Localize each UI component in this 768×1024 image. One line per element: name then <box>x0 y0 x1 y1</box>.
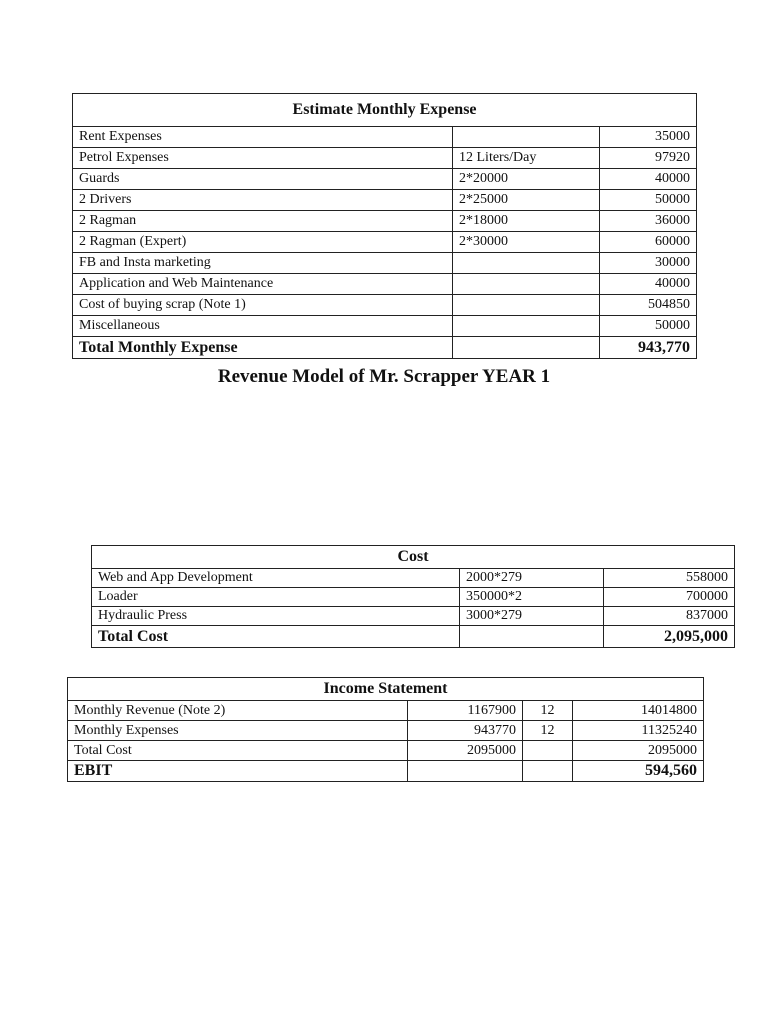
row-detail: 2*18000 <box>453 211 600 232</box>
cost-table <box>91 545 735 648</box>
row-detail <box>453 274 600 295</box>
row-amount: 50000 <box>600 316 697 337</box>
table-row <box>68 701 704 721</box>
total-row <box>73 337 697 359</box>
table-row <box>73 295 697 316</box>
row-label: Loader <box>92 588 460 607</box>
row-months: 12 <box>523 701 573 721</box>
row-amount: 504850 <box>600 295 697 316</box>
income-table-title: Income Statement <box>68 678 704 701</box>
total-value: 2,095,000 <box>604 626 735 648</box>
row-detail: 2*25000 <box>453 190 600 211</box>
expense-table-title: Estimate Monthly Expense <box>73 94 697 127</box>
row-amount: 97920 <box>600 148 697 169</box>
total-value: 594,560 <box>573 761 704 782</box>
row-label: Monthly Expenses <box>68 721 408 741</box>
row-detail <box>453 127 600 148</box>
row-total: 14014800 <box>573 701 704 721</box>
row-label: Hydraulic Press <box>92 607 460 626</box>
estimate-monthly-expense-table <box>72 93 697 359</box>
row-detail: 3000*279 <box>460 607 604 626</box>
total-label: Total Monthly Expense <box>73 337 453 359</box>
row-detail <box>453 295 600 316</box>
table-row <box>73 148 697 169</box>
row-amount: 50000 <box>600 190 697 211</box>
total-row <box>92 626 735 648</box>
row-amount: 30000 <box>600 253 697 274</box>
row-amount: 35000 <box>600 127 697 148</box>
row-detail: 2*30000 <box>453 232 600 253</box>
row-label: Petrol Expenses <box>73 148 453 169</box>
row-label: Application and Web Maintenance <box>73 274 453 295</box>
row-label: FB and Insta marketing <box>73 253 453 274</box>
row-label: Monthly Revenue (Note 2) <box>68 701 408 721</box>
table-row <box>73 190 697 211</box>
row-amount: 700000 <box>604 588 735 607</box>
row-label: Rent Expenses <box>73 127 453 148</box>
table-row <box>73 211 697 232</box>
table-row <box>92 569 735 588</box>
row-label: Cost of buying scrap (Note 1) <box>73 295 453 316</box>
table-row <box>73 316 697 337</box>
table-row <box>73 232 697 253</box>
row-amount: 558000 <box>604 569 735 588</box>
total-value: 943,770 <box>600 337 697 359</box>
row-amount: 837000 <box>604 607 735 626</box>
table-row <box>73 127 697 148</box>
row-value: 1167900 <box>408 701 523 721</box>
table-row <box>73 169 697 190</box>
row-amount: 40000 <box>600 169 697 190</box>
row-label: Miscellaneous <box>73 316 453 337</box>
cost-table-title: Cost <box>92 546 735 569</box>
total-row <box>68 761 704 782</box>
row-months: 12 <box>523 721 573 741</box>
row-label: Total Cost <box>68 741 408 761</box>
row-amount: 36000 <box>600 211 697 232</box>
table-row <box>68 721 704 741</box>
row-label: Guards <box>73 169 453 190</box>
row-total: 2095000 <box>573 741 704 761</box>
total-label: Total Cost <box>92 626 460 648</box>
row-detail: 12 Liters/Day <box>453 148 600 169</box>
table-row <box>92 588 735 607</box>
row-detail: 2*20000 <box>453 169 600 190</box>
revenue-model-title: Revenue Model of Mr. Scrapper YEAR 1 <box>217 366 551 387</box>
row-label: Web and App Development <box>92 569 460 588</box>
row-detail: 2000*279 <box>460 569 604 588</box>
row-value: 2095000 <box>408 741 523 761</box>
row-detail <box>453 253 600 274</box>
row-total: 11325240 <box>573 721 704 741</box>
row-months <box>523 741 573 761</box>
total-label: EBIT <box>68 761 408 782</box>
table-row <box>73 274 697 295</box>
table-row <box>73 253 697 274</box>
row-detail <box>453 316 600 337</box>
table-row <box>68 741 704 761</box>
row-label: 2 Ragman (Expert) <box>73 232 453 253</box>
income-statement-table <box>67 677 704 782</box>
row-value: 943770 <box>408 721 523 741</box>
row-amount: 60000 <box>600 232 697 253</box>
row-label: 2 Drivers <box>73 190 453 211</box>
table-row <box>92 607 735 626</box>
row-detail: 350000*2 <box>460 588 604 607</box>
row-amount: 40000 <box>600 274 697 295</box>
row-label: 2 Ragman <box>73 211 453 232</box>
